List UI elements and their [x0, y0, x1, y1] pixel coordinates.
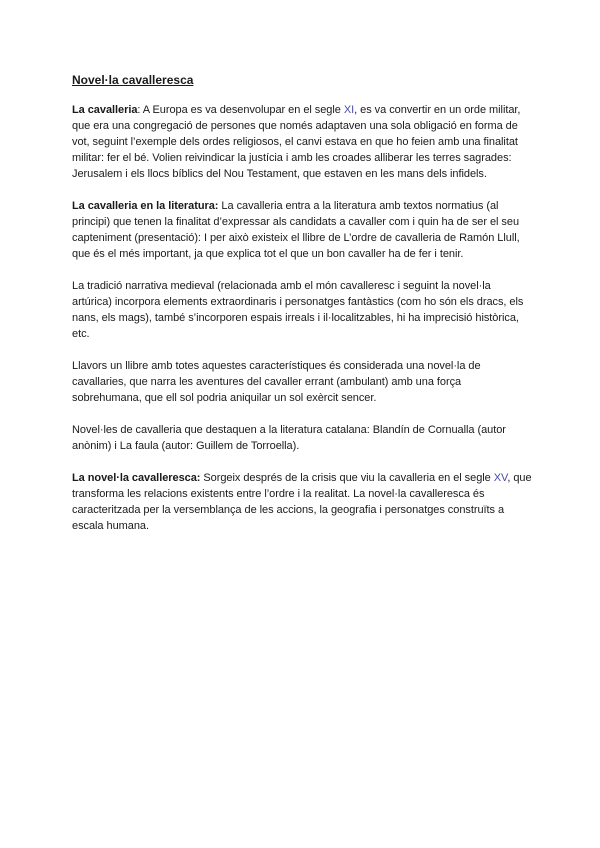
paragraph-heading: La cavalleria — [72, 104, 138, 116]
paragraph-novelles-catalanes: Novel·les de cavalleria que destaquen a la literatura catalana: Blandín de Cornualla (autor anònim) i La faula (autor: Guillem de Torroella). — [72, 424, 506, 452]
paragraph-cavalleria — [72, 102, 532, 182]
paragraph-novella-cavalleresca — [72, 470, 532, 534]
paragraph-text: : A Europa es va desenvolupar en el segle — [137, 104, 344, 116]
document-title: Novel·la cavalleresca — [72, 73, 194, 87]
paragraph-text: Sorgeix després de la crisis que viu la cavalleria en el segle — [200, 472, 494, 484]
century-numeral: XI — [343, 104, 355, 116]
paragraph-heading: La cavalleria en la literatura: — [72, 200, 219, 212]
century-numeral: XV — [493, 472, 508, 484]
paragraph-llibre-cavallaries: Llavors un llibre amb totes aquestes característiques és considerada una novel·la de cavallaries, que narra les aventures del cavaller errant (ambulant) amb una força sobrehumana, que ell sol podria aniquilar un sol exèrcit sencer. — [72, 360, 481, 404]
paragraph-heading: La novel·la cavalleresca: — [72, 472, 201, 484]
paragraph-tradicio-narrativa: La tradició narrativa medieval (relacionada amb el món cavalleresc i seguint la novel·la artúrica) incorpora elements extraordinaris i personatges fantàstics (com ho són els dracs, els nans, els mags), també s’incorporen espais irreals i il·localitzables, hi ha imprecisió històrica, etc. — [72, 280, 524, 340]
document-page — [72, 72, 532, 550]
paragraph-text: , que transforma les relacions existents entre l’ordre i la realitat. La novel·la cavalleresca és caracteritzada per la versemblança de les accions, la geografia i personatges construïts a escala humana. — [72, 472, 532, 532]
paragraph-cavalleria-literatura — [72, 198, 532, 262]
paragraph-text: La cavalleria entra a la literatura amb textos normatius (al principi) que tenen la finalitat d’expressar als candidats a cavaller com i quin ha de ser el seu capteniment (presentació): I per això existeix el llibre de L’ordre de cavalleria de Ramón Llull, que és el més important, ja que explica tot el que un bon cavaller ha de fer i tenir. — [72, 200, 520, 260]
paragraph-text: , es va convertir en un orde militar, que era una congregació de persones que només adaptaven una sola obligació en forma de vot, seguint l’exemple dels ordes religiosos, el canvi estava en que ho feien amb una finalitat militar: fer el bé. Volien reivindicar la justícia i amb les croades alliberar les terres sagrades: Jerusalem i els llocs bíblics del Nou Testament, que estaven en les mans dels infidels. — [72, 104, 521, 180]
